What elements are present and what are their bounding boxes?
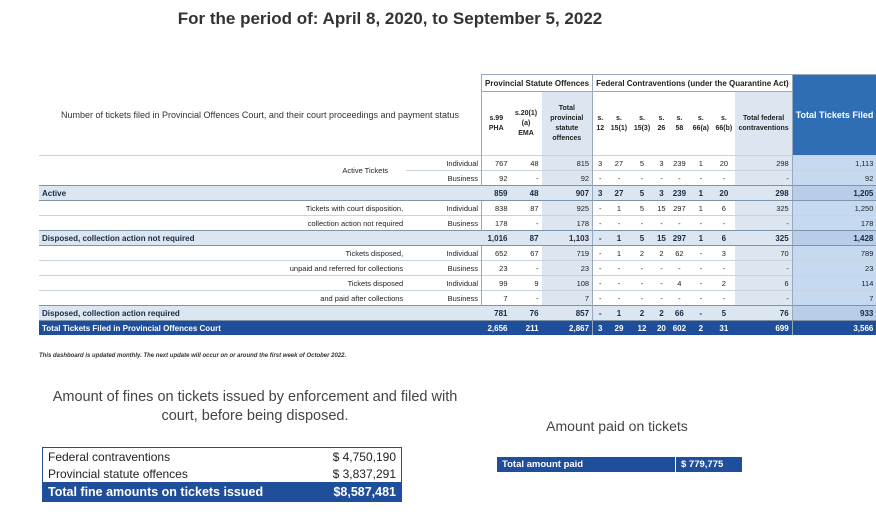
- cell-s15-3: 2: [630, 306, 653, 321]
- table-row: [39, 231, 876, 246]
- fines-federal-label: Federal contraventions: [48, 449, 171, 464]
- cell-total-all: 23: [792, 261, 876, 276]
- cell-s26: -: [654, 261, 670, 276]
- cell-s12: -: [593, 306, 608, 321]
- row-type: Individual: [406, 276, 481, 291]
- cell-s26: 3: [654, 186, 670, 201]
- cell-s26: -: [654, 291, 670, 306]
- cell-s15-3: -: [630, 261, 653, 276]
- cell-s20: 48: [511, 186, 542, 201]
- federal-group-header: Federal Contraventions (under the Quarantine Act): [593, 75, 793, 92]
- cell-s66b: -: [712, 216, 735, 231]
- cell-s26: 20: [654, 321, 670, 336]
- col-s151-header: s. 15(1): [607, 92, 630, 156]
- header-group-row: [39, 75, 876, 92]
- cell-s15-1: -: [607, 291, 630, 306]
- cell-s15-3: 5: [630, 186, 653, 201]
- cell-s58: 62: [669, 246, 689, 261]
- cell-s66a: -: [689, 306, 712, 321]
- cell-s12: -: [593, 246, 608, 261]
- row-type: Individual: [406, 246, 481, 261]
- cell-s66b: 31: [712, 321, 735, 336]
- cell-s15-1: 1: [607, 201, 630, 216]
- cell-s66a: -: [689, 276, 712, 291]
- cell-s20: -: [511, 216, 542, 231]
- cell-s58: 297: [669, 201, 689, 216]
- cell-s26: -: [654, 216, 670, 231]
- fines-total-label: Total fine amounts on tickets issued: [43, 482, 313, 502]
- cell-s99: 23: [482, 261, 511, 276]
- cell-total-fed: 6: [735, 276, 792, 291]
- col-s66b-header: s. 66(b): [712, 92, 735, 156]
- cell-s20: -: [511, 171, 542, 186]
- cell-s99: 2,656: [482, 321, 511, 336]
- cell-s15-3: -: [630, 171, 653, 186]
- table-row: [43, 482, 402, 502]
- cell-s66a: 1: [689, 201, 712, 216]
- col-s58-header: s. 58: [669, 92, 689, 156]
- cell-total-fed: 699: [735, 321, 792, 336]
- row-type: Individual: [406, 156, 481, 171]
- cell-s15-3: 5: [630, 201, 653, 216]
- col-s12-header: s. 12: [593, 92, 608, 156]
- cell-s26: 15: [654, 231, 670, 246]
- cell-s66a: 1: [689, 231, 712, 246]
- row-label: Tickets with court disposition,: [39, 201, 406, 216]
- cell-s15-1: 29: [607, 321, 630, 336]
- cell-s58: 66: [669, 306, 689, 321]
- cell-s66b: 20: [712, 156, 735, 171]
- table-row: [43, 448, 402, 466]
- cell-total-prov: 815: [542, 156, 593, 171]
- fines-provincial-amount: $ 3,837,291: [332, 466, 396, 481]
- cell-s26: 3: [654, 156, 670, 171]
- cell-total-prov: 857: [542, 306, 593, 321]
- cell-s66a: -: [689, 246, 712, 261]
- cell-s20: 76: [511, 306, 542, 321]
- cell-total-prov: 907: [542, 186, 593, 201]
- col-total-prov-header: Total provincial statute offences: [542, 92, 593, 156]
- cell-total-all: 789: [792, 246, 876, 261]
- cell-s66a: 2: [689, 321, 712, 336]
- col-s153-header: s. 15(3): [630, 92, 653, 156]
- cell-total-prov: 7: [542, 291, 593, 306]
- cell-s66a: -: [689, 291, 712, 306]
- table-row: [39, 156, 876, 171]
- cell-s15-1: 27: [607, 156, 630, 171]
- cell-s58: 239: [669, 186, 689, 201]
- table-row: [39, 306, 876, 321]
- cell-total-all: 3,566: [792, 321, 876, 336]
- col-s66a-header: s. 66(a): [689, 92, 712, 156]
- cell-s20: -: [511, 291, 542, 306]
- cell-s58: 239: [669, 156, 689, 171]
- cell-s58: -: [669, 261, 689, 276]
- cell-total-all: 1,205: [792, 186, 876, 201]
- cell-total-fed: 70: [735, 246, 792, 261]
- table-row: [39, 186, 876, 201]
- cell-s15-1: 1: [607, 246, 630, 261]
- cell-total-prov: 925: [542, 201, 593, 216]
- cell-s12: 3: [593, 186, 608, 201]
- cell-s15-3: -: [630, 276, 653, 291]
- cell-s99: 1,016: [482, 231, 511, 246]
- cell-s66b: 6: [712, 231, 735, 246]
- row-label: Tickets disposed,: [39, 246, 406, 261]
- row-label: Total Tickets Filed in Provincial Offences Court: [39, 321, 482, 336]
- cell-s99: 859: [482, 186, 511, 201]
- total-tickets-header: Total Tickets Filed: [792, 75, 876, 156]
- fines-title: Amount of fines on tickets issued by enforcement and filed with court, before being disposed.: [52, 389, 458, 424]
- row-label: Tickets disposed: [39, 276, 406, 291]
- cell-s99: 92: [482, 171, 511, 186]
- cell-s99: 99: [482, 276, 511, 291]
- paid-table: [497, 457, 742, 472]
- cell-total-prov: 23: [542, 261, 593, 276]
- table-row: [39, 201, 876, 216]
- table-row: [497, 457, 742, 472]
- cell-total-all: 1,250: [792, 201, 876, 216]
- cell-s26: -: [654, 171, 670, 186]
- cell-total-fed: -: [735, 216, 792, 231]
- fines-provincial-label: Provincial statute offences: [48, 466, 188, 481]
- fines-total-amount: $8,587,481: [313, 482, 402, 502]
- cell-total-all: 92: [792, 171, 876, 186]
- cell-s15-3: -: [630, 216, 653, 231]
- cell-s58: -: [669, 216, 689, 231]
- cell-total-all: 933: [792, 306, 876, 321]
- cell-total-all: 1,428: [792, 231, 876, 246]
- cell-total-all: 178: [792, 216, 876, 231]
- cell-s26: 15: [654, 201, 670, 216]
- cell-s15-3: 2: [630, 246, 653, 261]
- cell-s20: 9: [511, 276, 542, 291]
- cell-s15-3: 5: [630, 156, 653, 171]
- cell-s26: -: [654, 276, 670, 291]
- cell-s12: -: [593, 171, 608, 186]
- tickets-table: [39, 74, 876, 335]
- cell-s20: 87: [511, 201, 542, 216]
- cell-s58: -: [669, 291, 689, 306]
- cell-total-prov: 719: [542, 246, 593, 261]
- cell-s15-1: -: [607, 276, 630, 291]
- cell-s66b: 6: [712, 201, 735, 216]
- cell-s58: -: [669, 171, 689, 186]
- cell-s26: 2: [654, 306, 670, 321]
- cell-s26: 2: [654, 246, 670, 261]
- cell-s99: 767: [482, 156, 511, 171]
- table-row: [39, 291, 876, 306]
- table-row: [39, 216, 876, 231]
- cell-s66b: 20: [712, 186, 735, 201]
- row-type: Business: [406, 291, 481, 306]
- cell-s12: -: [593, 201, 608, 216]
- table-row: [39, 321, 876, 336]
- cell-s12: 3: [593, 156, 608, 171]
- paid-title: Amount paid on tickets: [546, 418, 688, 434]
- cell-s58: 602: [669, 321, 689, 336]
- cell-s15-1: 1: [607, 306, 630, 321]
- cell-s66a: -: [689, 261, 712, 276]
- col-total-fed-header: Total federal contraventions: [735, 92, 792, 156]
- table-row: [39, 261, 876, 276]
- cell-s66a: 1: [689, 186, 712, 201]
- col-s20-header: s.20(1)(a) EMA: [511, 92, 542, 156]
- row-type: Individual: [406, 201, 481, 216]
- row-label: Active: [39, 186, 482, 201]
- cell-s99: 781: [482, 306, 511, 321]
- table-row: [43, 465, 402, 482]
- cell-total-prov: 2,867: [542, 321, 593, 336]
- cell-s20: 211: [511, 321, 542, 336]
- row-type: Business: [406, 216, 481, 231]
- cell-total-fed: 298: [735, 186, 792, 201]
- cell-s66b: -: [712, 291, 735, 306]
- footnote: This dashboard is updated monthly. The next update will occur on or around the first week of October 2022.: [39, 353, 347, 359]
- cell-s15-1: -: [607, 171, 630, 186]
- cell-s15-1: 1: [607, 231, 630, 246]
- cell-total-fed: -: [735, 291, 792, 306]
- cell-s99: 652: [482, 246, 511, 261]
- cell-total-all: 1,113: [792, 156, 876, 171]
- cell-s66a: -: [689, 216, 712, 231]
- cell-total-prov: 178: [542, 216, 593, 231]
- row-label: unpaid and referred for collections: [39, 261, 406, 276]
- cell-s66b: 2: [712, 276, 735, 291]
- cell-s15-1: 27: [607, 186, 630, 201]
- cell-s20: 87: [511, 231, 542, 246]
- cell-s12: -: [593, 216, 608, 231]
- cell-s58: 297: [669, 231, 689, 246]
- cell-total-fed: 325: [735, 231, 792, 246]
- cell-s66b: 5: [712, 306, 735, 321]
- cell-s20: 48: [511, 156, 542, 171]
- cell-s66b: -: [712, 171, 735, 186]
- cell-s99: 7: [482, 291, 511, 306]
- cell-total-fed: 76: [735, 306, 792, 321]
- cell-s12: 3: [593, 321, 608, 336]
- row-label: collection action not required: [39, 216, 406, 231]
- paid-amount: $ 779,775: [676, 457, 743, 472]
- cell-total-fed: -: [735, 171, 792, 186]
- cell-s15-3: 12: [630, 321, 653, 336]
- cell-s15-1: -: [607, 216, 630, 231]
- cell-s99: 178: [482, 216, 511, 231]
- col-s26-header: s. 26: [654, 92, 670, 156]
- cell-total-all: 7: [792, 291, 876, 306]
- cell-s15-3: -: [630, 291, 653, 306]
- paid-label: Total amount paid: [497, 457, 676, 472]
- cell-s15-3: 5: [630, 231, 653, 246]
- cell-total-prov: 108: [542, 276, 593, 291]
- cell-total-fed: 325: [735, 201, 792, 216]
- cell-total-prov: 92: [542, 171, 593, 186]
- cell-s58: 4: [669, 276, 689, 291]
- cell-s66b: -: [712, 261, 735, 276]
- cell-s99: 838: [482, 201, 511, 216]
- fines-table: [42, 447, 402, 502]
- row-label: Disposed, collection action required: [39, 306, 482, 321]
- cell-total-all: 114: [792, 276, 876, 291]
- cell-total-prov: 1,103: [542, 231, 593, 246]
- row-label: Active Tickets: [39, 156, 406, 186]
- row-type: Business: [406, 261, 481, 276]
- cell-s12: -: [593, 231, 608, 246]
- cell-s12: -: [593, 261, 608, 276]
- period-title: For the period of: April 8, 2020, to September 5, 2022: [177, 9, 603, 28]
- cell-s20: -: [511, 261, 542, 276]
- cell-s66a: -: [689, 171, 712, 186]
- row-label: and paid after collections: [39, 291, 406, 306]
- row-label: Disposed, collection action not required: [39, 231, 482, 246]
- table-row: [39, 276, 876, 291]
- cell-s15-1: -: [607, 261, 630, 276]
- cell-s20: 67: [511, 246, 542, 261]
- cell-total-fed: -: [735, 261, 792, 276]
- cell-total-fed: 298: [735, 156, 792, 171]
- table-row: [39, 246, 876, 261]
- col-s99-header: s.99 PHA: [482, 92, 511, 156]
- row-type: Business: [406, 171, 481, 186]
- provincial-group-header: Provincial Statute Offences: [482, 75, 593, 92]
- cell-s12: -: [593, 276, 608, 291]
- fines-federal-amount: $ 4,750,190: [332, 449, 396, 464]
- table-description: Number of tickets filed in Provincial Offences Court, and their court proceedings and payment status: [39, 75, 482, 156]
- cell-s12: -: [593, 291, 608, 306]
- cell-s66a: 1: [689, 156, 712, 171]
- cell-s66b: 3: [712, 246, 735, 261]
